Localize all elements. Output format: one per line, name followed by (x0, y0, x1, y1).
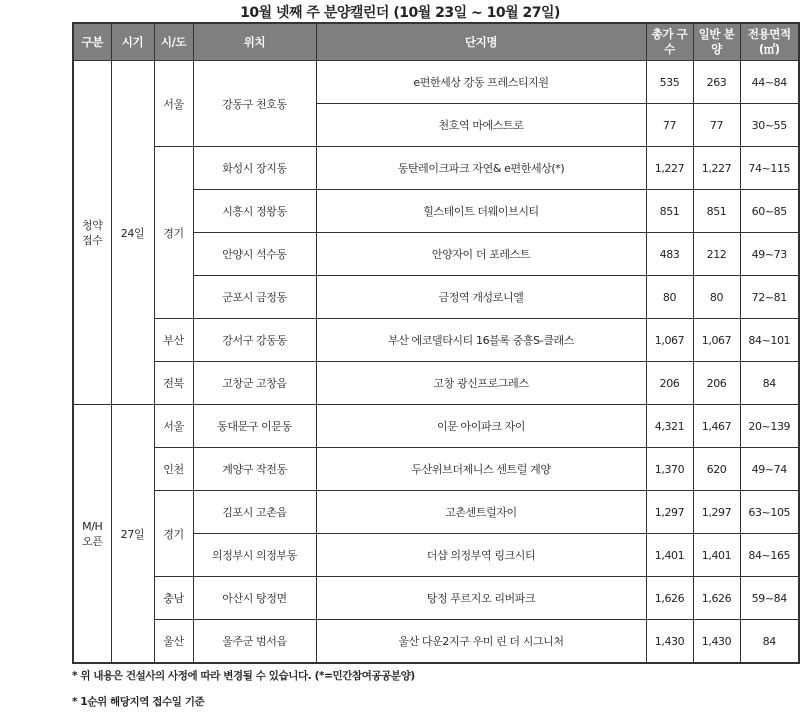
area-cell: 49~73 (740, 233, 799, 276)
general-units-cell: 1,430 (693, 620, 740, 664)
location-cell: 강동구 천호동 (193, 61, 316, 147)
general-units-cell: 77 (693, 104, 740, 147)
total-units-cell: 1,626 (646, 577, 693, 620)
general-units-cell: 212 (693, 233, 740, 276)
category-cell: 청약 접수 (73, 61, 111, 405)
region-cell: 서울 (154, 61, 193, 147)
location-cell: 울주군 범서읍 (193, 620, 316, 664)
location-cell: 군포시 금정동 (193, 276, 316, 319)
total-units-cell: 1,401 (646, 534, 693, 577)
table-row (73, 448, 799, 491)
total-units-cell: 1,370 (646, 448, 693, 491)
area-cell: 84~101 (740, 319, 799, 362)
location-cell: 시흥시 정왕동 (193, 190, 316, 233)
region-cell: 울산 (154, 620, 193, 664)
complex-name-cell: 부산 에코델타시티 16블록 중흥S-클래스 (316, 319, 646, 362)
region-cell: 전북 (154, 362, 193, 405)
header-category: 구분 (73, 23, 111, 61)
general-units-cell: 1,297 (693, 491, 740, 534)
location-cell: 강서구 강동동 (193, 319, 316, 362)
region-cell: 서울 (154, 405, 193, 448)
complex-name-cell: 동탄레이크파크 자연& e편한세상(*) (316, 147, 646, 190)
area-cell: 84 (740, 362, 799, 405)
footnote: * 위 내용은 건설사의 사정에 따라 변경될 수 있습니다. (*=민간참여공공분양) (72, 670, 415, 682)
table-row (73, 620, 799, 664)
date-cell: 24일 (111, 61, 154, 405)
location-cell: 동대문구 이문동 (193, 405, 316, 448)
total-units-cell: 206 (646, 362, 693, 405)
location-cell: 아산시 탕정면 (193, 577, 316, 620)
complex-name-cell: 고촌센트럴자이 (316, 491, 646, 534)
complex-name-cell: 금정역 개성로니엘 (316, 276, 646, 319)
general-units-cell: 206 (693, 362, 740, 405)
header-complex: 단지명 (316, 23, 646, 61)
complex-name-cell: 고창 광신프로그레스 (316, 362, 646, 405)
complex-name-cell: 안양자이 더 포레스트 (316, 233, 646, 276)
total-units-cell: 1,430 (646, 620, 693, 664)
general-units-cell: 620 (693, 448, 740, 491)
complex-name-cell: 울산 다운2지구 우미 린 더 시그니처 (316, 620, 646, 664)
location-cell: 김포시 고촌읍 (193, 491, 316, 534)
header-total: 총가 구수 (646, 23, 693, 61)
general-units-cell: 1,467 (693, 405, 740, 448)
area-cell: 63~105 (740, 491, 799, 534)
general-units-cell: 80 (693, 276, 740, 319)
header-date: 시기 (111, 23, 154, 61)
footnote: * 1순위 해당지역 접수일 기준 (72, 696, 205, 708)
total-units-cell: 77 (646, 104, 693, 147)
location-cell: 안양시 석수동 (193, 233, 316, 276)
area-cell: 20~139 (740, 405, 799, 448)
category-cell: M/H 오픈 (73, 405, 111, 664)
header-area: 전용면적 (㎡) (740, 23, 799, 61)
region-cell: 부산 (154, 319, 193, 362)
area-cell: 59~84 (740, 577, 799, 620)
general-units-cell: 1,626 (693, 577, 740, 620)
table-row (73, 319, 799, 362)
complex-name-cell: 탕정 푸르지오 리버파크 (316, 577, 646, 620)
header-row (73, 23, 799, 61)
area-cell: 84 (740, 620, 799, 664)
total-units-cell: 1,297 (646, 491, 693, 534)
total-units-cell: 535 (646, 61, 693, 104)
total-units-cell: 851 (646, 190, 693, 233)
table-row (73, 61, 799, 104)
complex-name-cell: 힐스테이트 더웨이브시티 (316, 190, 646, 233)
general-units-cell: 1,401 (693, 534, 740, 577)
area-cell: 72~81 (740, 276, 799, 319)
table-row (73, 362, 799, 405)
location-cell: 고창군 고창읍 (193, 362, 316, 405)
total-units-cell: 1,227 (646, 147, 693, 190)
area-cell: 84~165 (740, 534, 799, 577)
location-cell: 계양구 작전동 (193, 448, 316, 491)
general-units-cell: 1,067 (693, 319, 740, 362)
table-row (73, 491, 799, 534)
complex-name-cell: 천호역 마에스트로 (316, 104, 646, 147)
page-title: 10월 넷째 주 분양캘린더 (10월 23일 ~ 10월 27일) (240, 5, 560, 21)
header-location: 위치 (193, 23, 316, 61)
calendar-table (72, 22, 800, 664)
complex-name-cell: 두산위브더제니스 센트럴 계양 (316, 448, 646, 491)
area-cell: 74~115 (740, 147, 799, 190)
region-cell: 경기 (154, 491, 193, 577)
general-units-cell: 851 (693, 190, 740, 233)
complex-name-cell: 이문 아이파크 자이 (316, 405, 646, 448)
date-cell: 27일 (111, 405, 154, 664)
region-cell: 경기 (154, 147, 193, 319)
general-units-cell: 263 (693, 61, 740, 104)
general-units-cell: 1,227 (693, 147, 740, 190)
complex-name-cell: 더샵 의정부역 링크시티 (316, 534, 646, 577)
region-cell: 충남 (154, 577, 193, 620)
total-units-cell: 1,067 (646, 319, 693, 362)
location-cell: 화성시 장지동 (193, 147, 316, 190)
total-units-cell: 483 (646, 233, 693, 276)
area-cell: 44~84 (740, 61, 799, 104)
region-cell: 인천 (154, 448, 193, 491)
table-row (73, 577, 799, 620)
header-region: 시/도 (154, 23, 193, 61)
complex-name-cell: e편한세상 강동 프레스티지원 (316, 61, 646, 104)
area-cell: 49~74 (740, 448, 799, 491)
header-general: 일반 분양 (693, 23, 740, 61)
total-units-cell: 80 (646, 276, 693, 319)
table-row (73, 405, 799, 448)
area-cell: 30~55 (740, 104, 799, 147)
area-cell: 60~85 (740, 190, 799, 233)
location-cell: 의정부시 의정부동 (193, 534, 316, 577)
table-row (73, 147, 799, 190)
total-units-cell: 4,321 (646, 405, 693, 448)
